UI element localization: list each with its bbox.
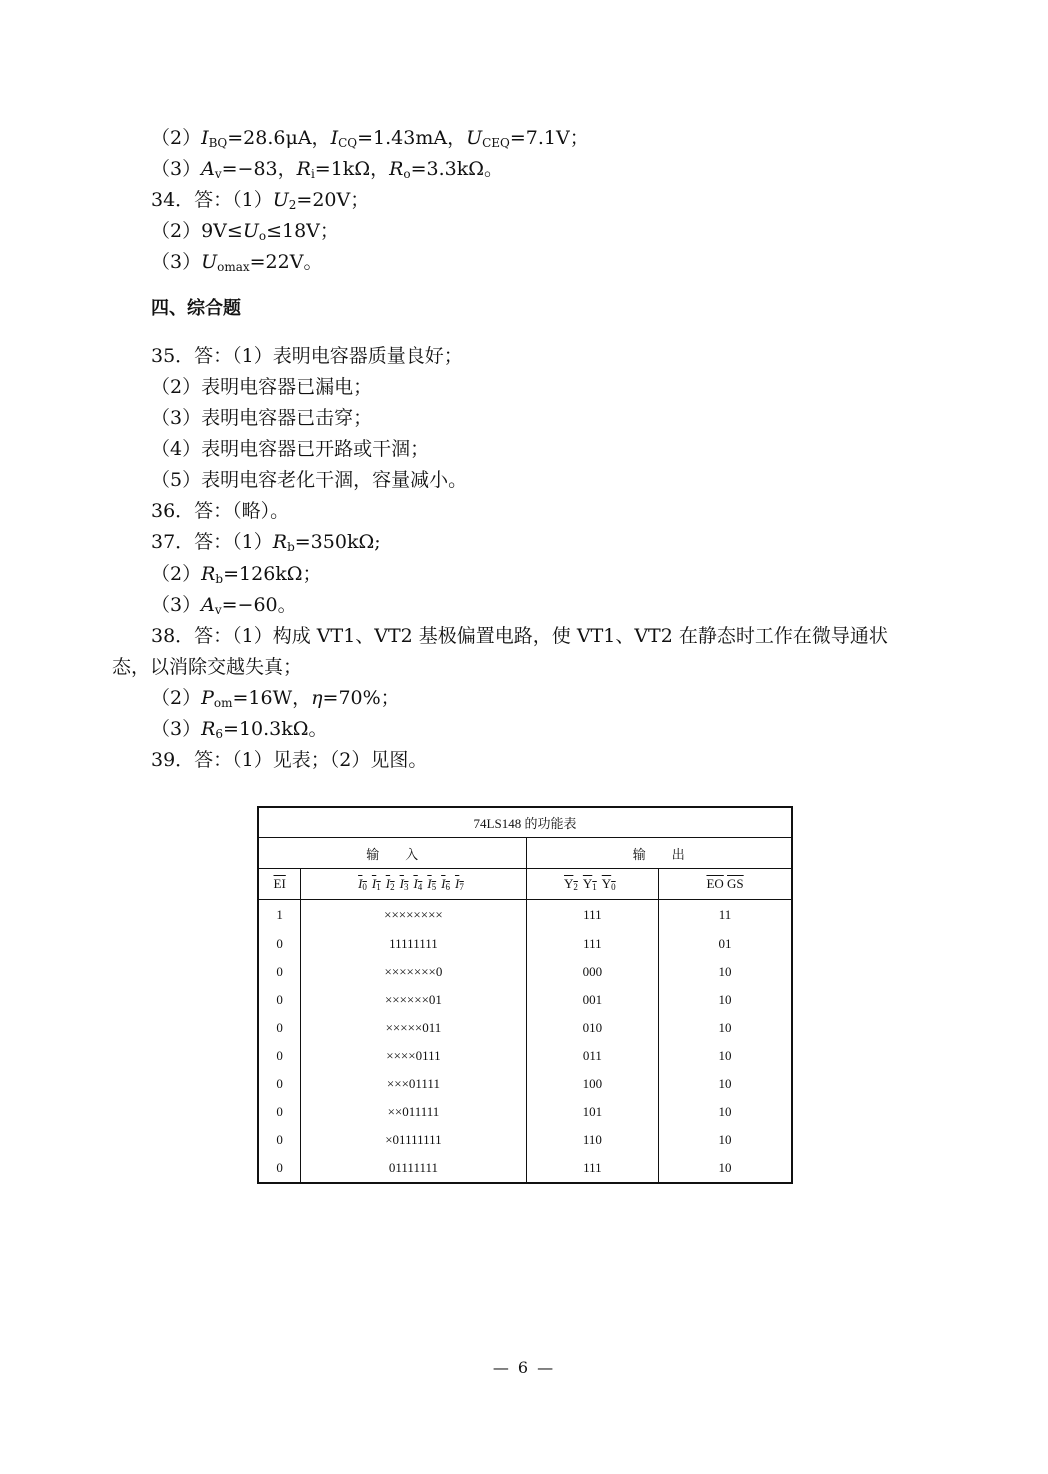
output-group-header: 输 出 [526, 838, 792, 869]
cell-ei: 0 [258, 1070, 301, 1098]
col-i5: $I_5$ [427, 876, 437, 892]
cell-inputs: ×××××011 [301, 1014, 526, 1042]
col-y-outputs [526, 869, 659, 900]
answer-34-3: $(3)U_{omax}=22V$。 [151, 251, 323, 274]
cell-y: 000 [526, 958, 659, 986]
answer-35-5: （5）表明电容老化干涸，容量减小。 [151, 469, 468, 491]
table-row [258, 1126, 792, 1154]
answer-38-2: $(2)P_{om}=16W$，η=70%； [151, 687, 400, 710]
cell-eo-gs: 10 [659, 1126, 792, 1154]
cell-inputs: ××××0111 [301, 1042, 526, 1070]
cell-y: 111 [526, 1154, 659, 1183]
table-row [258, 900, 792, 930]
cell-y: 111 [526, 900, 659, 930]
answer-35-3: （3）表明电容器已击穿； [151, 407, 373, 429]
col-y0: $Y_0$ [601, 876, 616, 892]
answer-35-1: 35．答：（1）表明电容器质量良好； [151, 345, 463, 367]
page-number: — 6 — [492, 1358, 556, 1377]
cell-eo-gs: 10 [659, 986, 792, 1014]
cell-ei: 1 [258, 900, 301, 930]
col-gs: $\overline{GS}$ [727, 876, 744, 891]
cell-y: 100 [526, 1070, 659, 1098]
answer-35-4: （4）表明电容器已开路或干涸； [151, 438, 430, 460]
cell-eo-gs: 10 [659, 1070, 792, 1098]
cell-inputs: ××011111 [301, 1098, 526, 1126]
cell-ei: 0 [258, 986, 301, 1014]
col-ei: $\overline{EI}$ [258, 869, 301, 900]
cell-eo-gs: 10 [659, 958, 792, 986]
cell-inputs: ×××××××0 [301, 958, 526, 986]
answer-33-3: $(3)A_v=-83$，$R_i=1k\Omega$，$R_o=3.3k\Omega$。 [151, 158, 504, 181]
table-row [258, 1154, 792, 1183]
answer-34-2: $(2)9V\le U_o\le 18V$； [151, 220, 339, 243]
col-i4: $I_4$ [413, 876, 423, 892]
cell-eo-gs: 10 [659, 1014, 792, 1042]
answer-37-1: 37．答：$(1)R_b=350k\Omega$; [151, 531, 381, 554]
answer-38-1-cont: 态，以消除交越失真； [112, 656, 303, 678]
cell-y: 101 [526, 1098, 659, 1126]
col-i7: $I_7$ [454, 876, 464, 892]
col-y1: $Y_1$ [582, 876, 597, 892]
col-y2: $Y_2$ [564, 876, 578, 892]
cell-inputs: ×××01111 [301, 1070, 526, 1098]
col-i1: $I_1$ [371, 876, 381, 892]
input-group-header: 输 入 [258, 838, 526, 869]
table-caption: 74LS148 的功能表 [258, 807, 792, 838]
answer-38-1: 38．答：（1）构成 VT1、VT2 基极偏置电路，使 VT1、VT2 在静态时工作在微导通状 [151, 625, 888, 647]
cell-eo-gs: 11 [659, 900, 792, 930]
cell-eo-gs: 10 [659, 1042, 792, 1070]
col-eo-gs [659, 869, 792, 900]
cell-eo-gs: 01 [659, 930, 792, 958]
cell-eo-gs: 10 [659, 1154, 792, 1183]
cell-ei: 0 [258, 958, 301, 986]
col-i0: $I_0$ [358, 876, 367, 892]
cell-y: 010 [526, 1014, 659, 1042]
cell-eo-gs: 10 [659, 1098, 792, 1126]
col-i2: $I_2$ [385, 876, 395, 892]
answer-38-3: $(3)R_6=10.3k\Omega$。 [151, 718, 328, 741]
col-eo: $\overline{EO}$ [706, 876, 724, 891]
answer-37-3: $(3)A_v=-60$。 [151, 594, 297, 617]
answer-39: 39．答：（1）见表；（2）见图。 [151, 749, 428, 771]
table-row [258, 1070, 792, 1098]
cell-ei: 0 [258, 1126, 301, 1154]
answer-37-2: $(2)R_b=126k\Omega$； [151, 563, 322, 586]
answer-34-1: 34．答：$(1)U_2=20V$； [151, 189, 370, 212]
cell-inputs: ××××××01 [301, 986, 526, 1014]
cell-ei: 0 [258, 1098, 301, 1126]
answer-35-2: （2）表明电容器已漏电； [151, 376, 373, 398]
cell-ei: 0 [258, 1154, 301, 1183]
cell-inputs: 11111111 [301, 930, 526, 958]
cell-ei: 0 [258, 1042, 301, 1070]
table-row [258, 1098, 792, 1126]
answer-36: 36．答：（略）。 [151, 500, 290, 522]
table-row [258, 1014, 792, 1042]
cell-inputs: ×××××××× [301, 900, 526, 930]
section-heading: 四、综合题 [151, 298, 241, 319]
cell-y: 111 [526, 930, 659, 958]
table-row [258, 1042, 792, 1070]
cell-y: 110 [526, 1126, 659, 1154]
col-i6: $I_6$ [441, 876, 450, 892]
cell-y: 001 [526, 986, 659, 1014]
table-row [258, 930, 792, 958]
function-table-74ls148 [257, 806, 793, 1184]
table-row [258, 986, 792, 1014]
col-inputs [301, 869, 526, 900]
cell-ei: 0 [258, 1014, 301, 1042]
table-row [258, 958, 792, 986]
cell-inputs: ×01111111 [301, 1126, 526, 1154]
col-i3: $I_3$ [399, 876, 409, 892]
cell-inputs: 01111111 [301, 1154, 526, 1183]
cell-y: 011 [526, 1042, 659, 1070]
cell-ei: 0 [258, 930, 301, 958]
answer-33-2: $(2)I_{BQ}=28.6\mu A$，$I_{CQ}=1.43mA$，$U_{CEQ}=7.1V$； [151, 127, 589, 150]
